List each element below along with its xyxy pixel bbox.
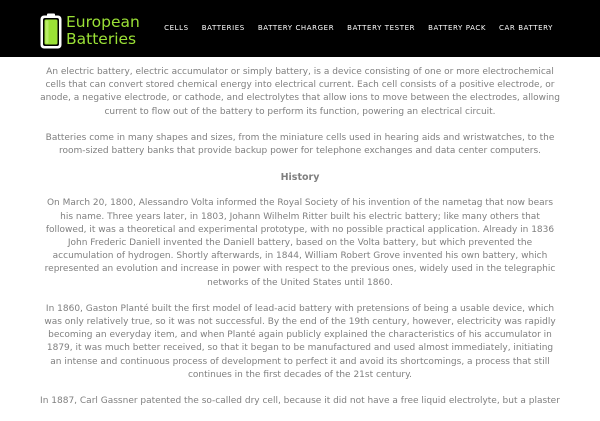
nav-item-battery-charger[interactable]: BATTERY CHARGER	[257, 24, 335, 32]
history-heading: History	[280, 172, 320, 184]
main-nav	[164, 24, 553, 32]
history-paragraph-1: On March 20, 1800, Alessandro Volta informed the Royal Society of his invention of the nametag that now bears his name. Three years later, in 1803, Johann Wilhelm Ritter built his electric battery; like many others that followed, it was a theoretical and experimental prototype, with no possible practical application. Already in 1836 John Frederic Daniell invented the Daniell battery, based on the Volta battery, but which prevented the accumulation of hydrogen. Shortly afterwards, in 1844, William Robert Grove invented his own battery, which represented an evolution and increase in power with respect to the previous ones, widely used in the telegraphic networks of the United States until 1860.	[44, 198, 556, 288]
nav-item-battery-pack[interactable]: BATTERY PACK	[428, 24, 487, 32]
intro-paragraph: An electric battery, electric accumulator or simply battery, is a device consisting of one or more electrochemical cells that can convert stored chemical energy into electrical current. Each cell consists of a positive electrode, or anode, a negative electrode, or cathode, and electrolytes that allow ions to move between the electrodes, allowing current to flow out of the battery to perform its function, powering an electrical circuit.	[40, 67, 560, 117]
site-header	[0, 0, 600, 57]
history-paragraph-3: In 1887, Carl Gassner patented the so-called dry cell, because it did not have a free liquid electrolyte, but a plaster	[40, 396, 560, 407]
nav-item-cells[interactable]: CELLS	[164, 24, 189, 32]
nav-item-batteries[interactable]: BATTERIES	[201, 24, 245, 32]
brand-name	[66, 14, 140, 48]
brand-line-2: Batteries	[66, 30, 137, 48]
history-paragraph-2: In 1860, Gaston Planté built the first model of lead-acid battery with pretensions of being a usable device, which was only relatively true, so it was not successful. By the end of the 19th century, however, electricity was rapidly becoming an everyday item, and when Planté again publicly explained the characteristics of his accumulator in 1879, it was much better received, so that it began to be manufactured and used almost immediately, initiating an intense and continuous process of development to perfect it and avoid its shortcomings, a process that still continues in the first decades of the 21st century.	[44, 303, 556, 380]
brand-line-1: European	[66, 13, 140, 31]
site-logo[interactable]	[40, 13, 150, 49]
nav-item-battery-tester[interactable]: BATTERY TESTER	[347, 24, 416, 32]
sizes-paragraph: Batteries come in many shapes and sizes, from the miniature cells used in hearing aids and wristwatches, to the room-sized battery banks that provide backup power for telephone exchanges and data center computers.	[45, 132, 555, 157]
nav-item-car-battery[interactable]: CAR BATTERY	[499, 24, 553, 32]
article-content	[40, 66, 560, 421]
battery-icon	[40, 13, 62, 49]
